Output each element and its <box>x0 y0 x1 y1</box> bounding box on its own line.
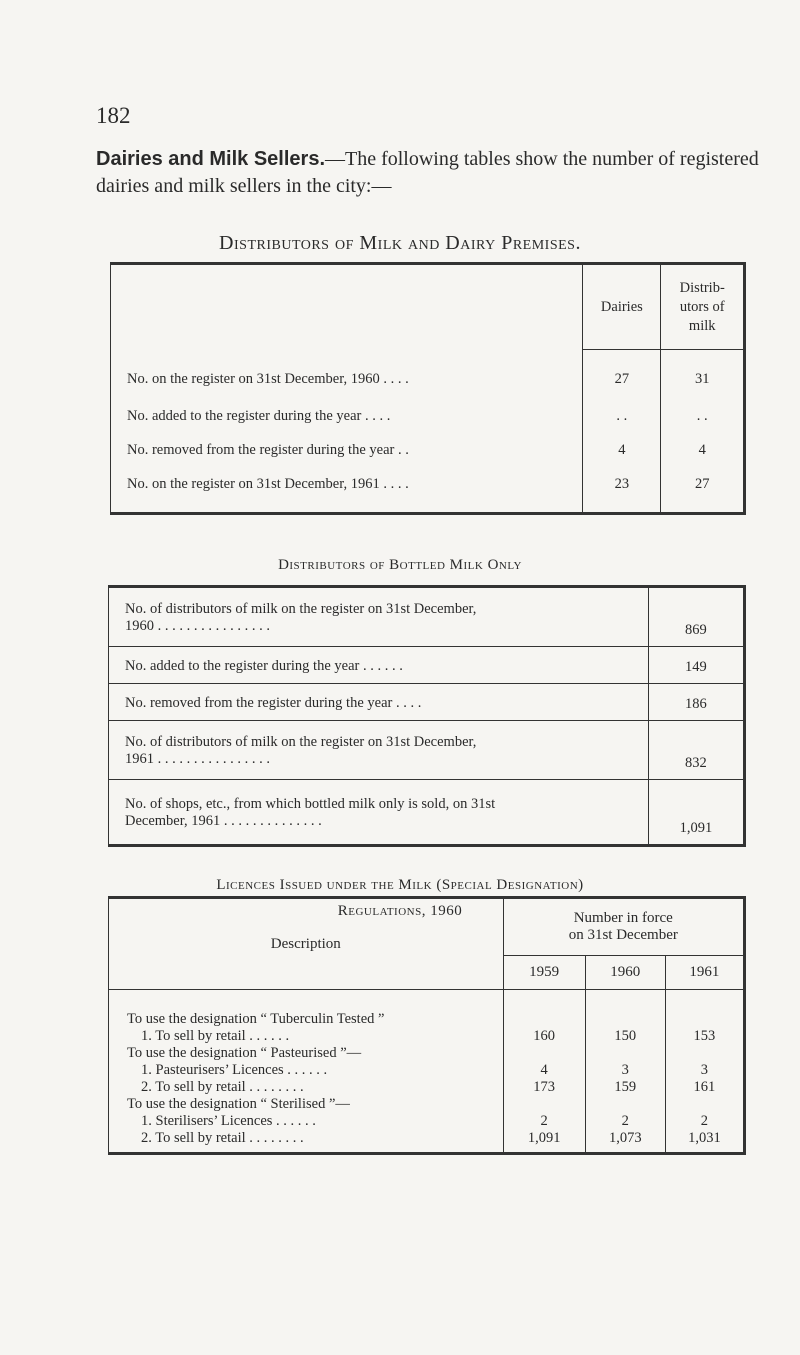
list-item: To use the designation “ Sterilised ”— <box>127 1096 350 1112</box>
col-header-dairies: Dairies <box>583 264 661 350</box>
intro-paragraph <box>96 146 776 200</box>
licences-body <box>109 990 745 1154</box>
table-row: No. on the register on 31st December, 1961 . . . . 23 27 <box>111 468 745 514</box>
values-1961: 153 3 161 2 1,031 <box>665 990 744 1154</box>
table1-title: Distributors of Milk and Dairy Premises. <box>219 232 581 254</box>
table-row: No. removed from the register during the year . . 4 4 <box>111 434 745 468</box>
col-header-number-in-force: Number in force on 31st December <box>568 910 678 943</box>
intro-text: —The following tables show the number of registered dairies and milk sellers in the city:— <box>96 148 759 197</box>
table-row: No. of distributors of milk on the register on 31st December, 1961 . . . . . . . . . . . . . . . . 832 <box>109 721 745 780</box>
dairy-premises-table <box>110 262 746 515</box>
table-row: No. on the register on 31st December, 1960 . . . . 27 31 <box>111 350 745 400</box>
licence-descriptions <box>109 990 504 1154</box>
values-1959: 160 4 173 2 1,091 <box>527 1028 561 1146</box>
table-row: No. removed from the register during the year . . . . 186 <box>109 684 745 721</box>
licences-table <box>108 896 746 1155</box>
table-header-row <box>111 264 745 350</box>
table3-title: Licences Issued under the Milk (Special Designation) Regulations, 1960 <box>216 877 584 919</box>
list-item: 1. To sell by retail . . . . . . <box>141 1028 290 1044</box>
bottled-milk-table <box>108 585 746 847</box>
col-header-distributors: Distrib- utors of milk <box>661 264 745 350</box>
table-row: No. added to the register during the year . . . . . . . . <box>111 400 745 434</box>
page-number: 182 <box>96 103 131 128</box>
col-header-1961: 1961 <box>665 956 744 990</box>
table-row: No. added to the register during the year . . . . . . 149 <box>109 647 745 684</box>
list-item: 1. Sterilisers’ Licences . . . . . . <box>141 1113 316 1129</box>
col-header-description: Description <box>109 898 504 990</box>
col-header-1960: 1960 <box>585 956 665 990</box>
table-row: No. of shops, etc., from which bottled milk only is sold, on 31st December, 1961 . . . . . . . . . . . . . . 1,091 <box>109 780 745 846</box>
table-header-row <box>109 898 745 956</box>
list-item: To use the designation “ Pasteurised ”— <box>127 1045 362 1061</box>
table2-title: Distributors of Bottled Milk Only <box>278 557 522 573</box>
values-1960: 150 3 159 2 1,073 <box>585 990 665 1154</box>
list-item: 2. To sell by retail . . . . . . . . <box>141 1079 304 1095</box>
list-item: 1. Pasteurisers’ Licences . . . . . . <box>141 1062 328 1078</box>
list-item: 2. To sell by retail . . . . . . . . <box>141 1130 304 1146</box>
table-row: No. of distributors of milk on the register on 31st December, 1960 . . . . . . . . . . . . . . . . 869 <box>109 587 745 647</box>
col-header-1959: 1959 <box>503 956 585 990</box>
list-item: To use the designation “ Tuberculin Tested ” <box>127 1011 385 1027</box>
intro-lead: Dairies and Milk Sellers. <box>96 148 325 170</box>
